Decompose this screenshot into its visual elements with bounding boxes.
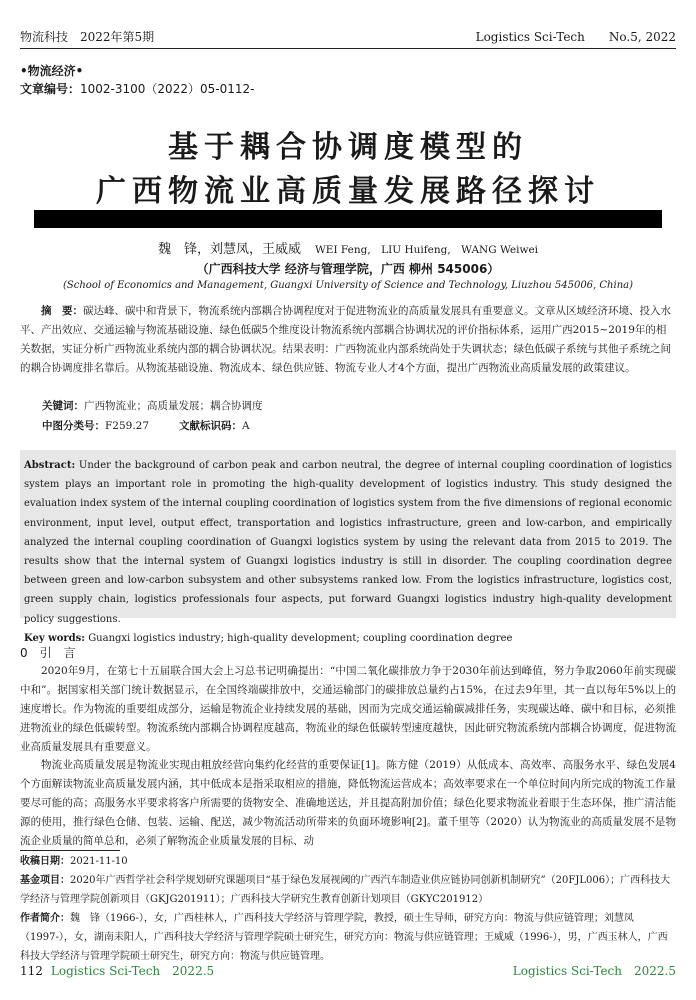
received-date bbox=[20, 852, 676, 871]
classification-line bbox=[42, 418, 250, 433]
footnotes bbox=[20, 852, 676, 966]
fund-value: 2020年广西哲学社会科学规划研究课题项目“基于绿色发展视阈的广西汽车制造业供应链协同创新机制研究”（20FJL006）；广西科技大学经济与管理学院创新项目（GKJG201911）；广西科技大学研究生教育创新计划项目（GKYC201912） bbox=[20, 875, 671, 905]
author-bio-value: 魏 锋（1966-），女，广西桂林人，广西科技大学经济与管理学院，教授，硕士生导师，研究方向：物流与供应链管理；刘慧凤（1997-），女，湖南耒阳人，广西科技大学经济与管理学院硕士研究生，研究方向：物流与供应链管理；王威威（1996-），男，广西玉林人，广西科技大学经济与管理学院硕士研究生，研究方向：物流与供应链管理。 bbox=[20, 913, 668, 962]
doc-code-value: A bbox=[242, 420, 250, 432]
page-footer bbox=[20, 962, 676, 979]
abstract-cn-label: 摘 要： bbox=[41, 305, 83, 317]
authors-en: WEI Feng, LIU Huifeng, WANG Weiwei bbox=[314, 244, 539, 256]
section-heading-intro: 0 引 言 bbox=[20, 646, 76, 660]
clc-value: F259.27 bbox=[105, 420, 150, 432]
fund-info bbox=[20, 871, 676, 909]
article-number-label: 文章编号： bbox=[20, 82, 81, 96]
footer-journal-left: Logistics Sci-Tech 2022.5 bbox=[50, 964, 215, 978]
abstract-cn bbox=[20, 302, 676, 378]
intro-paragraph-2: 物流业高质量发展是物流业实现由粗放经营向集约化经营的重要保证[1]。陈方健（2019）从低成本、高效率、高服务水平、绿色发展4个方面解读物流业高质量发展内涵，其中低成本是指采取相应的措施，降低物流运营成本；高效率要求在一个单位时间内所完成的物流工作量要尽可能的高；高服务水平要求将客户所需要的货物安全、准确地送达，并且提高附加价值；绿色化要求物流业着眼于生态环保，推广清洁能源的使用，推行绿色仓储、包装、运输、配送，减少物流活动所带来的负面环境影响[2]。董千里等（2020）认为物流业的高质量发展不是物流企业质量的简单总和，必须了解物流企业质量发展的目标、动 bbox=[20, 759, 676, 847]
author-bio bbox=[20, 909, 676, 966]
header-right: Logistics Sci-Tech No.5, 2022 bbox=[475, 30, 676, 44]
keywords-en-value: Guangxi logistics industry; high-quality development; coupling coordination degree bbox=[88, 632, 513, 644]
intro-paragraph-1: 2020年9月，在第七十五届联合国大会上习总书记明确提出：“中国二氧化碳排放力争于2030年前达到峰值，努力争取2060年前实现碳中和”。据国家相关部门统计数据显示，在全国终端碳排放中，交通运输部门的碳排放总量约占15%，在过去9年里，其一直以每年5%以上的速度增长。作为物流的重要组成部分，运输是物流企业持续发展的基础，因而为完成交通运输碳减排任务，实现碳达峰、碳中和目标，必须推进物流业的绿色低碳转型。物流系统内部耦合协调程度越高，物流业的绿色低碳转型速度越快，因此研究物流系统内部耦合协调度，促进物流业高质量发展具有重要意义。 bbox=[20, 665, 676, 753]
received-label: 收稿日期： bbox=[20, 856, 70, 867]
section-tag: •物流经济• bbox=[20, 64, 84, 78]
footnote-rule bbox=[20, 850, 120, 851]
fund-label: 基金项目： bbox=[20, 875, 70, 886]
abstract-cn-text: 碳达峰、碳中和背景下，物流系统内部耦合协调程度对于促进物流业的高质量发展具有重要意义。文章从区域经济环境、投入水平、产出效应、交通运输与物流基础设施、绿色低碳5个维度设计物流系统内部耦合协调状况的评价指标体系，运用广西2015~2019年的相关数据，实证分析广西物流业系统内部的耦合协调状况。结果表明：广西物流业内部系统尚处于失调状态；绿色低碳子系统与其他子系统之间的耦合协调度排名靠后。从物流基础设施、物流成本、绿色供应链、物流专业人才4个方面，提出广西物流业高质量发展的政策建议。 bbox=[20, 305, 671, 374]
doc-code-label: 文献标识码： bbox=[179, 420, 243, 432]
article-number bbox=[20, 80, 254, 97]
running-header bbox=[20, 28, 676, 45]
keywords-en-label: Key words: bbox=[24, 632, 85, 644]
received-value: 2021-11-10 bbox=[70, 856, 128, 867]
header-rule bbox=[20, 48, 676, 49]
title-line-2: 广西物流业高质量发展路径探讨 bbox=[96, 174, 600, 209]
abstract-en-label: Abstract: bbox=[24, 460, 76, 471]
title-black-bar bbox=[34, 210, 662, 228]
abstract-en-box bbox=[20, 450, 676, 644]
affiliation-cn: （广西科技大学 经济与管理学院，广西 柳州 545006） bbox=[196, 262, 500, 276]
authors bbox=[20, 238, 676, 257]
article-number-value: 1002-3100（2022）05-0112- bbox=[80, 82, 255, 96]
keywords-cn-label: 关键词： bbox=[42, 400, 84, 412]
clc-label: 中图分类号： bbox=[42, 420, 105, 432]
author-bio-label: 作者简介： bbox=[20, 913, 70, 924]
title-line-1: 基于耦合协调度模型的 bbox=[168, 130, 528, 165]
keywords-cn-value: 广西物流业；高质量发展；耦合协调度 bbox=[84, 400, 263, 412]
authors-cn: 魏 锋，刘慧凤，王威威 bbox=[157, 242, 301, 257]
footer-journal-right: Logistics Sci-Tech 2022.5 bbox=[512, 964, 676, 978]
page-number: 112 bbox=[20, 964, 43, 978]
header-left: 物流科技 2022年第5期 bbox=[20, 30, 155, 44]
affiliation-en: (School of Economics and Management, Guangxi University of Science and Technology, Liuzhou 545006, China) bbox=[63, 280, 633, 291]
keywords-cn bbox=[42, 398, 263, 413]
abstract-en-text: Under the background of carbon peak and carbon neutral, the degree of internal coupling coordination of logistics system plays an important role in promoting the high-quality development of logistics industry. This study designed the evaluation index system of the internal coupling coordination of logistics system from the five dimensions of regional economic environment, input level, output effect, transportation and logistics infrastructure, green and low-carbon, and empirically analyzed the internal coupling coordination of Guangxi logistics system by using the relevant data from 2015 to 2019. The results show that the internal system of Guangxi logistics industry is still in disorder. The coupling coordination degree between green and low-carbon subsystem and other subsystems ranked low. From the logistics infrastructure, logistics cost, green supply chain, logistics professionals four aspects, put forward Guangxi logistics industry high-quality development policy suggestions. bbox=[24, 460, 672, 625]
